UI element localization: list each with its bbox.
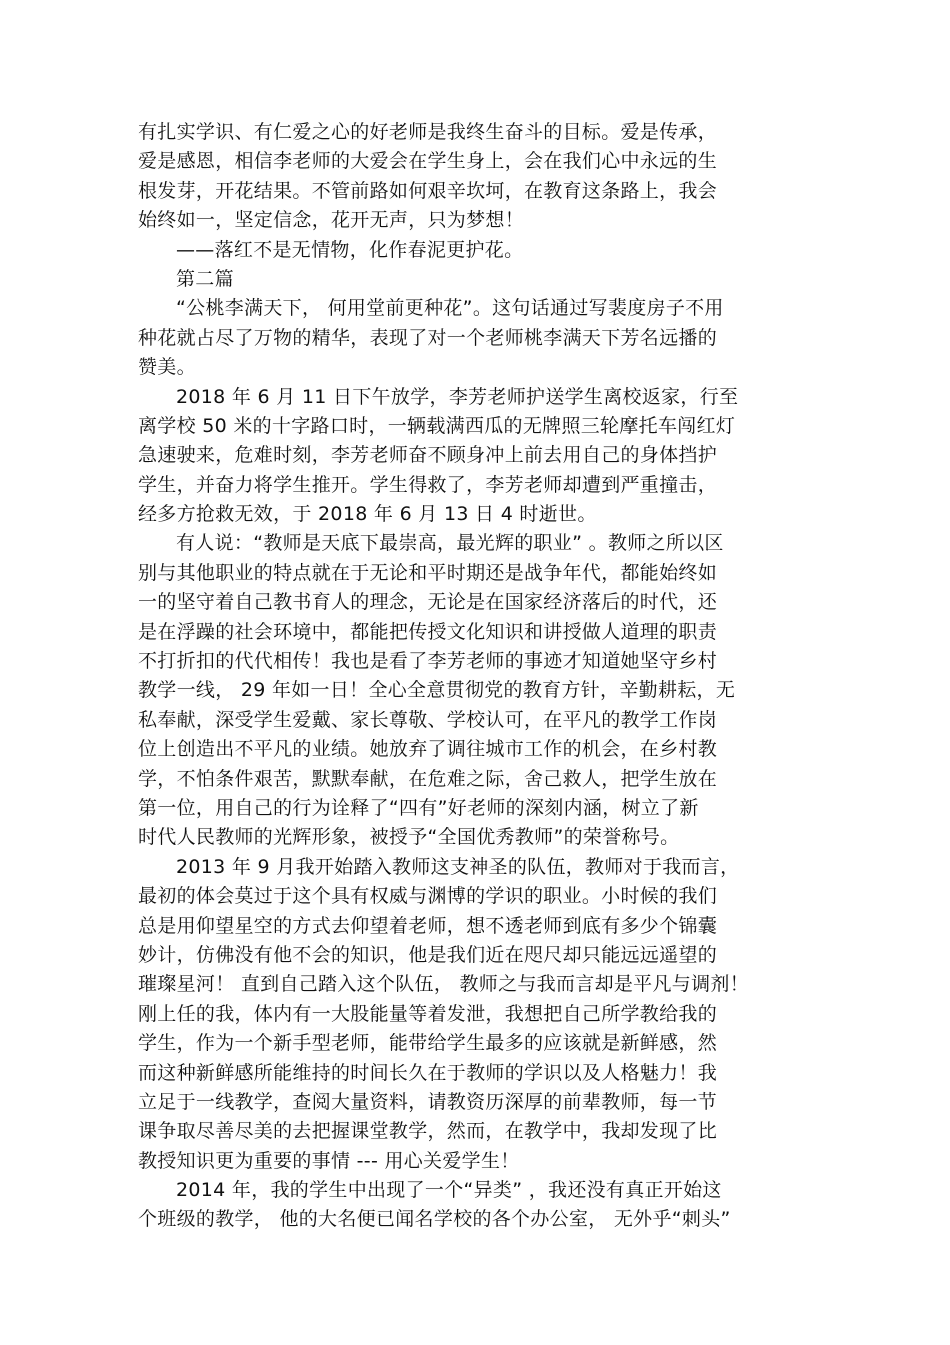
text-line: 而这种新鲜感所能维持的时间长久在于教师的学识以及人格魅力！我 — [138, 1061, 718, 1084]
text-line: 爱是感恩，相信李老师的大爱会在学生身上，会在我们心中永远的生 — [138, 150, 718, 173]
text-line: 种花就占尽了万物的精华，表现了对一个老师桃李满天下芳名远播的 — [138, 326, 718, 349]
text-line: 一的坚守着自己教书育人的理念，无论是在国家经济落后的时代，还 — [138, 591, 718, 614]
text-line: 课争取尽善尽美的去把握课堂教学，然而，在教学中，我却发现了比 — [138, 1120, 718, 1143]
body-text — [138, 118, 818, 1235]
text-line: “公桃李满天下， 何用堂前更种花”。这句话通过写裴度房子不用 — [176, 297, 724, 320]
text-line: 个班级的教学， 他的大名便已闻名学校的各个办公室， 无外乎“刺头” — [138, 1208, 731, 1231]
text-line: ——落红不是无情物，化作春泥更护花。 — [176, 238, 524, 261]
text-line: 离学校 50 米的十字路口时，一辆载满西瓜的无牌照三轮摩托车闯红灯 — [138, 414, 736, 437]
text-line: 是在浮躁的社会环境中，都能把传授文化知识和讲授做人道理的职责 — [138, 620, 718, 643]
text-line: 立足于一线教学，查阅大量资料，请教资历深厚的前辈教师，每一节 — [138, 1090, 718, 1113]
text-line: 学生，并奋力将学生推开。学生得救了，李芳老师却遭到严重撞击， — [138, 473, 718, 496]
text-line: 根发芽，开花结果。不管前路如何艰辛坎坷，在教育这条路上，我会 — [138, 179, 718, 202]
text-line: 最初的体会莫过于这个具有权威与渊博的学识的职业。小时候的我们 — [138, 885, 718, 908]
text-line: 第二篇 — [176, 267, 234, 290]
text-line: 学，不怕条件艰苦，默默奉献，在危难之际，舍己救人，把学生放在 — [138, 767, 718, 790]
text-line: 2013 年 9 月我开始踏入教师这支神圣的队伍，教师对于我而言， — [176, 855, 740, 878]
text-line: 始终如一，坚定信念，花开无声，只为梦想！ — [138, 209, 525, 232]
text-line: 不打折扣的代代相传！我也是看了李芳老师的事迹才知道她坚守乡村 — [138, 650, 718, 673]
text-line: 教授知识更为重要的事情 --- 用心关爱学生！ — [138, 1149, 520, 1172]
text-line: 刚上任的我，体内有一大股能量等着发泄，我想把自己所学教给我的 — [138, 1002, 718, 1025]
text-line: 总是用仰望星空的方式去仰望着老师，想不透老师到底有多少个锦囊 — [138, 914, 718, 937]
text-line: 教学一线， 29 年如一日！全心全意贯彻党的教育方针，辛勤耕耘，无 — [138, 679, 736, 702]
text-line: 学生，作为一个新手型老师，能带给学生最多的应该就是新鲜感，然 — [138, 1032, 718, 1055]
text-line: 经多方抢救无效，于 2018 年 6 月 13 日 4 时逝世。 — [138, 503, 597, 526]
text-line: 私奉献，深受学生爱戴、家长尊敬、学校认可，在平凡的教学工作岗 — [138, 708, 718, 731]
text-line: 2018 年 6 月 11 日下午放学，李芳老师护送学生离校返家，行至 — [176, 385, 739, 408]
text-line: 时代人民教师的光辉形象，被授予“全国优秀教师”的荣誉称号。 — [138, 826, 680, 849]
text-line: 位上创造出不平凡的业绩。她放弃了调往城市工作的机会，在乡村教 — [138, 738, 718, 761]
text-line: 2014 年，我的学生中出现了一个“异类” ，我还没有真正开始这 — [176, 1179, 722, 1202]
text-line: 赞美。 — [138, 356, 196, 379]
text-line: 有人说：“教师是天底下最崇高，最光辉的职业” 。教师之所以区 — [176, 532, 724, 555]
text-line: 别与其他职业的特点就在于无论和平时期还是战争年代，都能始终如 — [138, 561, 718, 584]
text-line: 妙计，仿佛没有他不会的知识，他是我们近在咫尺却只能远远遥望的 — [138, 943, 718, 966]
text-line: 璀璨星河！ 直到自己踏入这个队伍， 教师之与我而言却是平凡与调剂！ — [138, 973, 749, 996]
text-line: 第一位，用自己的行为诠释了“四有”好老师的深刻内涵，树立了新 — [138, 796, 699, 819]
text-line: 有扎实学识、有仁爱之心的好老师是我终生奋斗的目标。爱是传承， — [138, 121, 718, 143]
text-line: 急速驶来，危难时刻，李芳老师奋不顾身冲上前去用自己的身体挡护 — [138, 444, 718, 467]
